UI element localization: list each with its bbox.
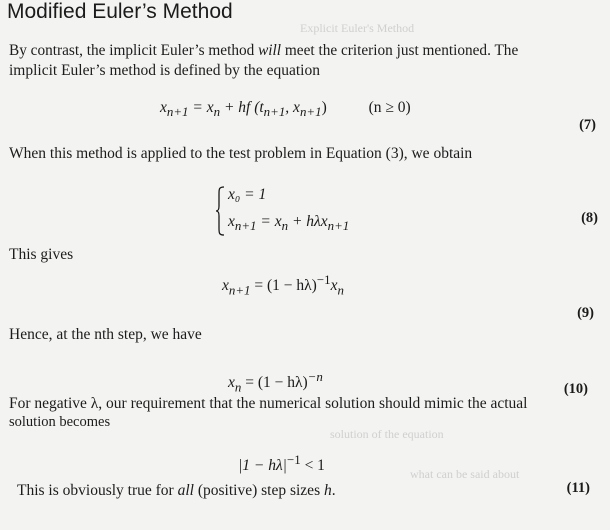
paragraph-applied: When this method is applied to the test problem in Equation (3), we obtain bbox=[9, 145, 473, 162]
section-title: Modified Euler’s Method bbox=[7, 0, 233, 23]
bleed-through-text: what can be said about bbox=[410, 467, 520, 481]
equation-8-line2: $x_{n+1} = x_n + h\lambda x_{n+1}$ bbox=[228, 213, 350, 234]
paragraph-nth-step: Hence, at the nth step, we have bbox=[9, 326, 202, 343]
left-brace-symbol bbox=[215, 186, 225, 236]
equation-number-9: (9) bbox=[577, 305, 594, 321]
paragraph-negative-lambda-line2: solution becomes bbox=[9, 414, 111, 430]
equation-number-10: (10) bbox=[563, 381, 588, 397]
equation-10: $x_n = (1 - h\lambda)^{-n}$ bbox=[228, 369, 323, 395]
equation-8-line1: x₀ = 1 bbox=[228, 186, 267, 203]
equation-9: $x_{n+1} = (1 - h\lambda)^{-1}x_n$ bbox=[222, 272, 344, 298]
equation-11: $|1 - h\lambda|^{-1} < 1$ bbox=[238, 452, 325, 475]
paragraph-negative-lambda-line1: For negative λ, our requirement that the numerical solution should mimic the actual bbox=[9, 395, 528, 412]
equation-number-7: (7) bbox=[579, 117, 596, 133]
paragraph-intro-line2: implicit Euler’s method is defined by the equation bbox=[9, 62, 320, 79]
bleed-through-text: Explicit Euler's Method bbox=[300, 21, 415, 35]
bleed-through-text: solution of the equation bbox=[330, 427, 444, 441]
equation-number-11: (11) bbox=[566, 480, 590, 496]
equation-number-8: (8) bbox=[581, 210, 598, 226]
paragraph-gives: This gives bbox=[9, 246, 74, 263]
paragraph-intro-line1: By contrast, the implicit Euler’s method will meet the criterion just mentioned. The bbox=[9, 42, 519, 59]
equation-7: $x_{n+1} = x_n$ + hf ($t_{n+1}$, $x_{n+1}$) (n ≥ 0) bbox=[160, 99, 411, 120]
paragraph-conclusion: This is obviously true for all (positive) step sizes h. bbox=[17, 482, 336, 499]
